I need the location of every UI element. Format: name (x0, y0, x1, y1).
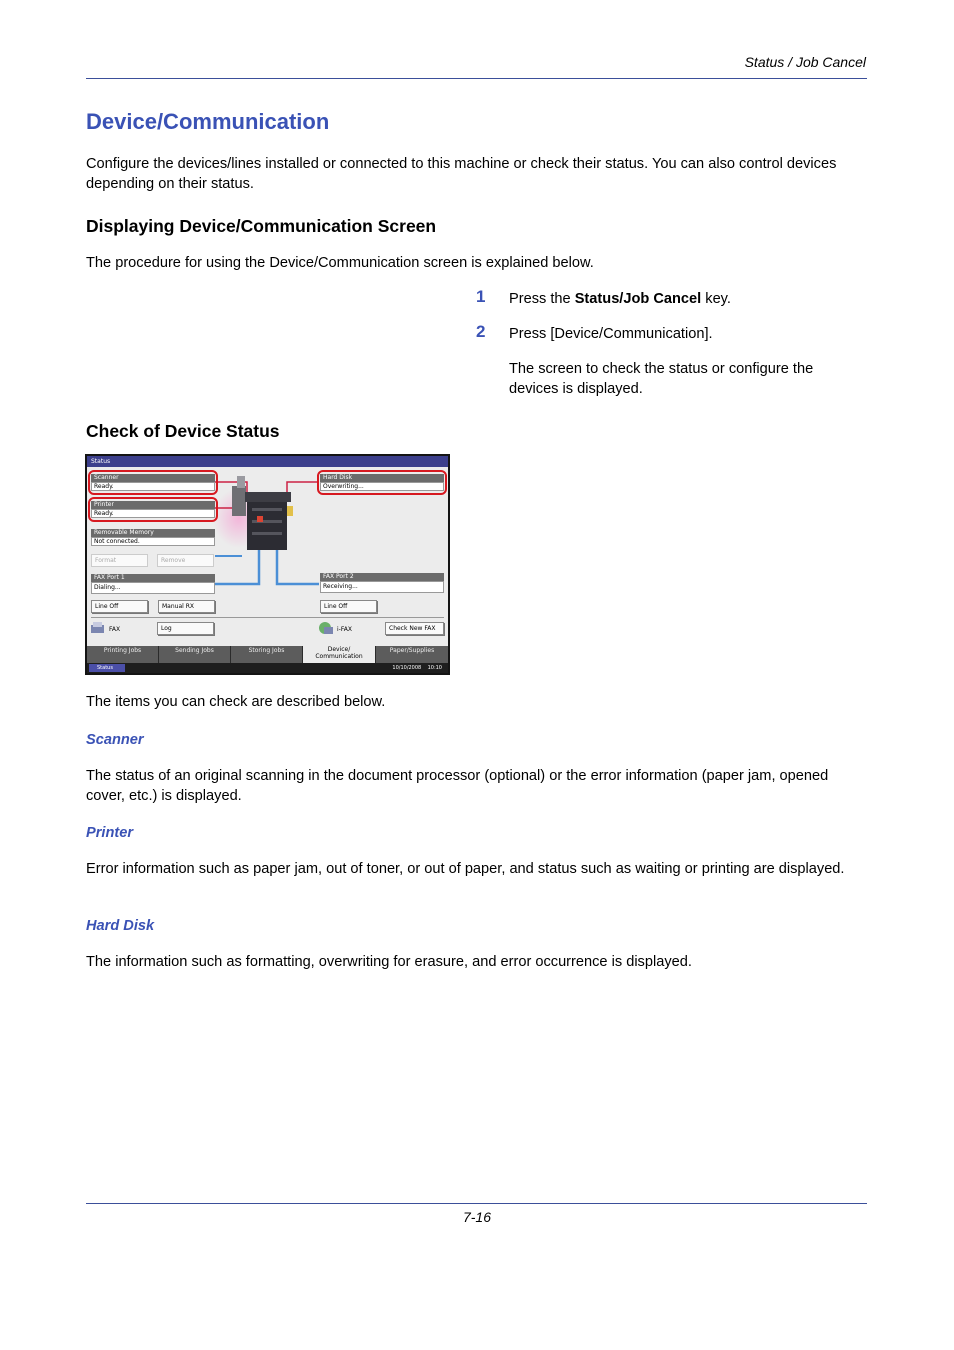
tab-paper-supplies[interactable]: Paper/Supplies (376, 646, 448, 663)
format-button[interactable]: Format (91, 554, 148, 567)
harddisk-highlight (317, 470, 447, 495)
tab-storing-jobs[interactable]: Storing Jobs (231, 646, 302, 663)
datetime: 10/10/2008 10:10 (392, 665, 442, 671)
item-heading-scanner: Scanner (86, 732, 144, 748)
scanner-label: Scanner (94, 474, 119, 481)
tab-sending-jobs[interactable]: Sending Jobs (159, 646, 230, 663)
section-heading-check: Check of Device Status (86, 421, 280, 441)
device-status-screen (85, 454, 450, 675)
fax-icon (90, 621, 106, 635)
check-new-fax-button[interactable]: Check New FAX (385, 622, 444, 635)
fax-port2-label: FAX Port 2 (323, 573, 354, 580)
scanner-highlight (88, 470, 218, 495)
printer-highlight (88, 497, 218, 522)
screen-divider (91, 617, 444, 618)
manual-rx-button[interactable]: Manual RX (158, 600, 215, 613)
step-number-2: 2 (476, 322, 486, 341)
intro-paragraph: Configure the devices/lines installed or connected to this machine or check their status. You can also control devices depending on their status. (86, 156, 837, 192)
removable-panel-header (91, 529, 215, 537)
fax-port1-label: FAX Port 1 (94, 574, 125, 581)
status-button[interactable] (89, 664, 125, 672)
screen-tab-bar (87, 646, 448, 663)
remove-button[interactable]: Remove (157, 554, 214, 567)
printer-label: Printer (94, 501, 114, 508)
fax-port1-status: Dialing... (94, 584, 121, 591)
item-text-printer: Error information such as paper jam, out of toner, or out of paper, and status such as waiting or printing are displayed. (86, 861, 845, 877)
log-button[interactable]: Log (157, 622, 214, 635)
page-number: 7-16 (462, 1209, 492, 1225)
item-heading-hard-disk: Hard Disk (86, 918, 155, 934)
screen-status-bar (87, 663, 448, 673)
fax-port2-status-box (320, 581, 444, 593)
status-label: Status (97, 665, 113, 671)
i-fax-label: i-FAX (337, 626, 352, 633)
line-off-button-port1[interactable]: Line Off (91, 600, 148, 613)
screen-title: Status (91, 458, 111, 465)
printer-status: Ready. (94, 510, 114, 517)
items-intro: The items you can check are described below. (86, 694, 386, 710)
removable-label: Removable Memory (94, 529, 154, 536)
step-number-1: 1 (476, 287, 486, 306)
scanner-status: Ready. (94, 483, 114, 490)
removable-status-box (91, 537, 215, 546)
line-off-button-port2[interactable]: Line Off (320, 600, 377, 613)
i-fax-icon (318, 621, 334, 635)
fax-port1-status-box (91, 582, 215, 594)
section-heading-displaying: Displaying Device/Communication Screen (86, 216, 437, 236)
step-1-post: key. (701, 291, 731, 307)
footer-rule (86, 1203, 867, 1204)
tab-printing-jobs[interactable]: Printing Jobs (87, 646, 158, 663)
section-intro-text: The procedure for using the Device/Communication screen is explained below. (86, 255, 594, 271)
fax-label: FAX (109, 626, 121, 633)
header-rule (86, 78, 867, 79)
step-2-note: The screen to check the status or configure the devices is displayed. (509, 361, 814, 397)
removable-status: Not connected. (94, 538, 140, 545)
fax-port2-status: Receiving... (323, 583, 358, 590)
step-1-pre: Press the (509, 291, 575, 307)
header-section-title: Status / Job Cancel (744, 54, 866, 70)
tab-device-communication[interactable]: Device/ Communication (303, 646, 375, 663)
step-text-1 (509, 290, 731, 310)
fax-port1-panel-header (91, 574, 215, 582)
harddisk-status: Overwriting... (323, 483, 364, 490)
item-text-hard-disk: The information such as formatting, overwriting for erasure, and error occurrence is displayed. (86, 954, 692, 970)
item-heading-printer: Printer (86, 825, 134, 841)
step-text-2: Press [Device/Communication]. (509, 326, 713, 342)
item-text-scanner: The status of an original scanning in the document processor (optional) or the error information (paper jam, opened cover, etc.) is displayed. (86, 768, 829, 804)
fax-port2-panel-header (320, 573, 444, 581)
step-1-key: Status/Job Cancel (574, 291, 702, 307)
harddisk-label: Hard Disk (323, 474, 353, 481)
page-title: Device/Communication (86, 109, 330, 134)
